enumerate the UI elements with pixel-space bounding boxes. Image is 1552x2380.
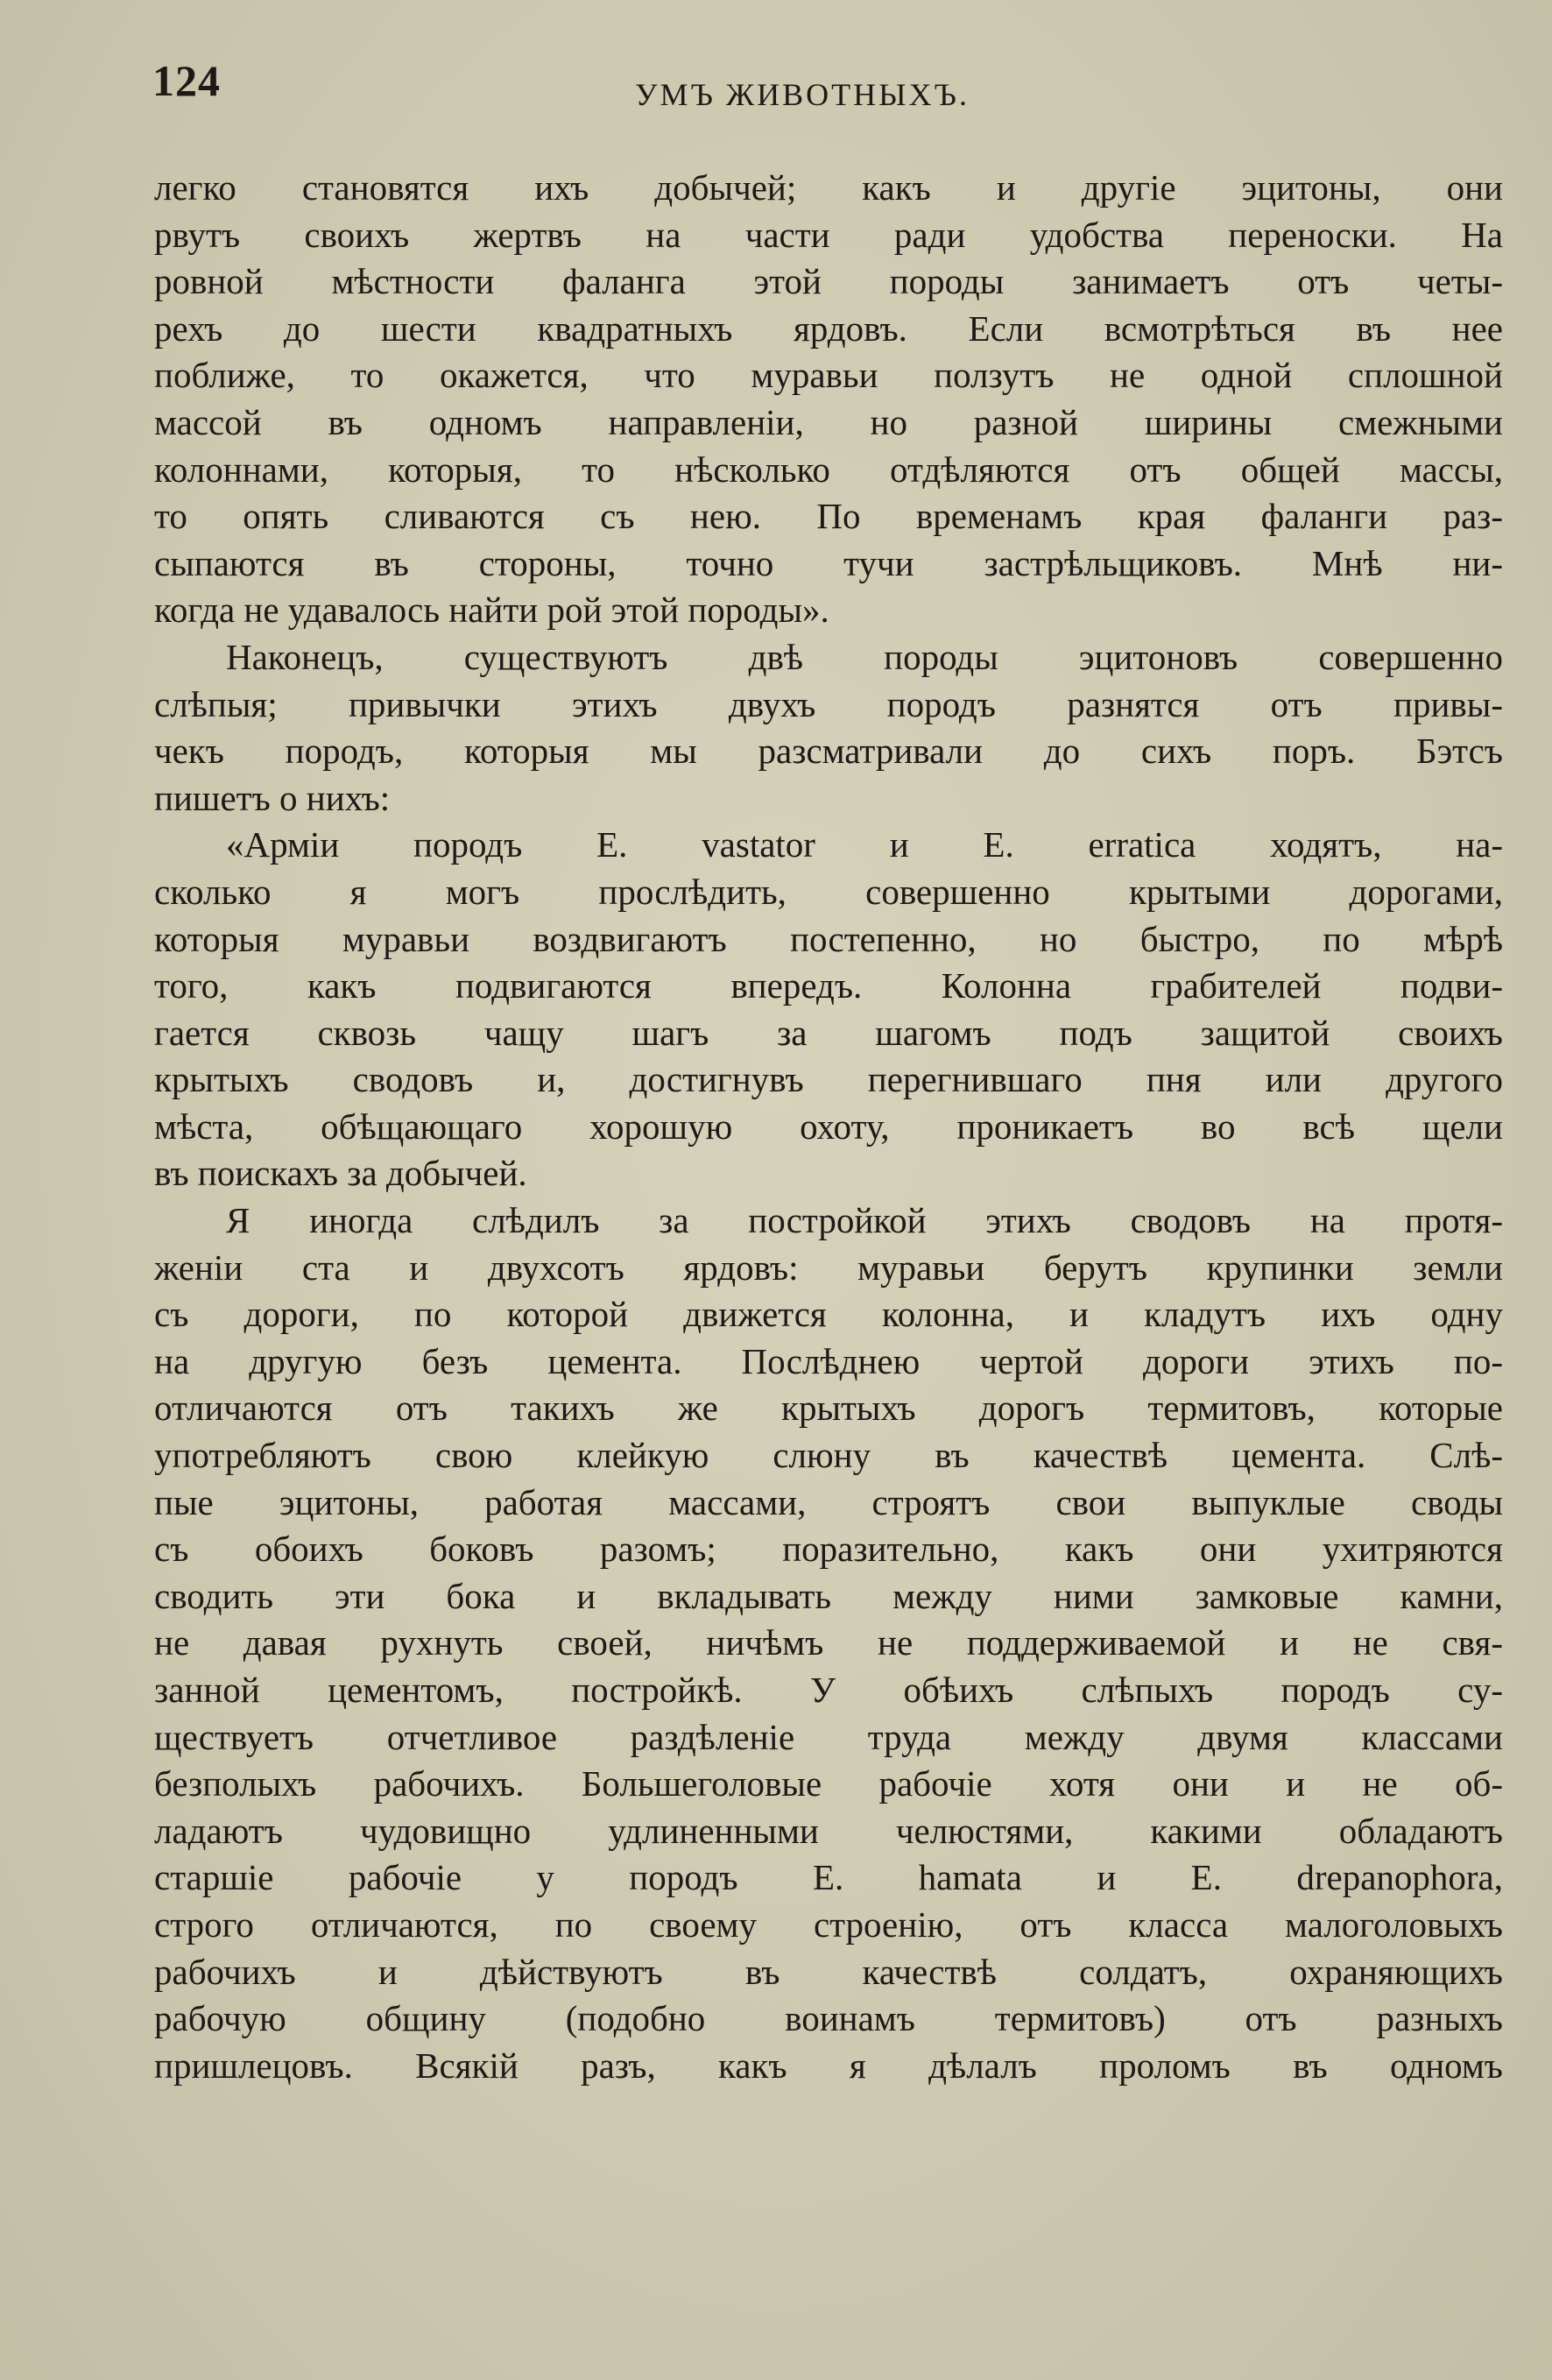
text-line: сколько я могъ прослѣдить, совершенно крытыми дорогами, <box>154 871 1503 912</box>
text-line: Я иногда слѣдилъ за постройкой этихъ сводовъ на протя- <box>226 1200 1503 1241</box>
text-line: съ обоихъ боковъ разомъ; поразительно, какъ они ухитряются <box>154 1529 1503 1570</box>
text-line: рабочую общину (подобно воинамъ термитовъ) отъ разныхъ <box>154 1998 1503 2039</box>
text-line: чекъ породъ, которыя мы разсматривали до сихъ поръ. Бэтсъ <box>154 731 1503 772</box>
text-line: когда не удавалось найти рой этой породы». <box>154 590 829 631</box>
text-line: массой въ одномъ направленіи, но разной ширины смежными <box>154 401 1503 442</box>
text-line: старшіе рабочіе у породъ E. hamata и E. drepanophora, <box>154 1857 1503 1898</box>
text-line: рвутъ своихъ жертвъ на части ради удобства переноски. На <box>154 214 1503 255</box>
text-line: мѣста, обѣщающаго хорошую охоту, проникаетъ во всѣ щели <box>154 1105 1503 1147</box>
text-line: женіи ста и двухсотъ ярдовъ: муравьи берутъ крупинки земли <box>154 1246 1503 1288</box>
text-line: строго отличаются, по своему строенію, отъ класса малоголовыхъ <box>154 1903 1503 1945</box>
text-line: гается сквозь чащу шагъ за шагомъ подъ защитой своихъ <box>154 1012 1503 1053</box>
text-line: пые эцитоны, работая массами, строятъ свои выпуклые своды <box>154 1481 1503 1522</box>
text-line: рабочихъ и дѣйствуютъ въ качествѣ солдатъ, охраняющихъ <box>154 1951 1503 1992</box>
text-line: безполыхъ рабочихъ. Большеголовые рабочіе хотя они и не об- <box>154 1763 1503 1804</box>
text-line: сыпаются въ стороны, точно тучи застрѣльщиковъ. Мнѣ ни- <box>154 542 1503 583</box>
text-line: «Арміи породъ E. vastator и E. erratica ходятъ, на- <box>226 824 1503 865</box>
text-line: ладаютъ чудовищно удлиненными челюстями, какими обладаютъ <box>154 1810 1503 1851</box>
text-line: легко становятся ихъ добычей; какъ и другіе эцитоны, они <box>154 167 1503 208</box>
text-line: не давая рухнуть своей, ничѣмъ не поддерживаемой и не свя- <box>154 1622 1503 1663</box>
text-line: съ дороги, по которой движется колонна, и кладутъ ихъ одну <box>154 1294 1503 1335</box>
text-line: отличаются отъ такихъ же крытыхъ дорогъ термитовъ, которые <box>154 1388 1503 1429</box>
text-line: того, какъ подвигаются впередъ. Колонна грабителей подви- <box>154 965 1503 1006</box>
text-line: на другую безъ цемента. Послѣднею чертой дороги этихъ по- <box>154 1340 1503 1381</box>
running-head: УМЪ ЖИВОТНЫХЪ. <box>635 77 970 112</box>
body-text <box>154 165 1503 2089</box>
text-line: Наконецъ, существуютъ двѣ породы эцитоновъ совершенно <box>226 636 1503 677</box>
text-line: употребляютъ свою клейкую слюну въ качествѣ цемента. Слѣ- <box>154 1435 1503 1476</box>
text-line: то опять сливаются съ нею. По временамъ края фаланги раз- <box>154 496 1503 537</box>
text-line: крытыхъ сводовъ и, достигнувъ перегнившаго пня или другого <box>154 1059 1503 1100</box>
text-line: колоннами, которыя, то нѣсколько отдѣляются отъ общей массы, <box>154 448 1503 490</box>
text-line: поближе, то окажется, что муравьи ползутъ не одной сплошной <box>154 355 1503 396</box>
text-line: сводить эти бока и вкладывать между ними замковые камни, <box>154 1575 1503 1616</box>
text-line: ществуетъ отчетливое раздѣленіе труда между двумя классами <box>154 1716 1503 1757</box>
text-line: пришлецовъ. Всякій разъ, какъ я дѣлалъ проломъ въ одномъ <box>154 2045 1503 2086</box>
page-number: 124 <box>152 56 221 105</box>
text-line: въ поискахъ за добычей. <box>154 1153 527 1194</box>
text-line: рехъ до шести квадратныхъ ярдовъ. Если всмотрѣться въ нее <box>154 307 1503 349</box>
text-line: пишетъ о нихъ: <box>154 777 391 818</box>
text-line: которыя муравьи воздвигаютъ постепенно, но быстро, по мѣрѣ <box>154 918 1503 959</box>
text-line: занной цементомъ, постройкѣ. У обѣихъ слѣпыхъ породъ су- <box>154 1670 1503 1710</box>
text-line: слѣпыя; привычки этихъ двухъ породъ разнятся отъ привы- <box>154 683 1503 724</box>
text-line: ровной мѣстности фаланга этой породы занимаетъ отъ четы- <box>154 261 1503 302</box>
